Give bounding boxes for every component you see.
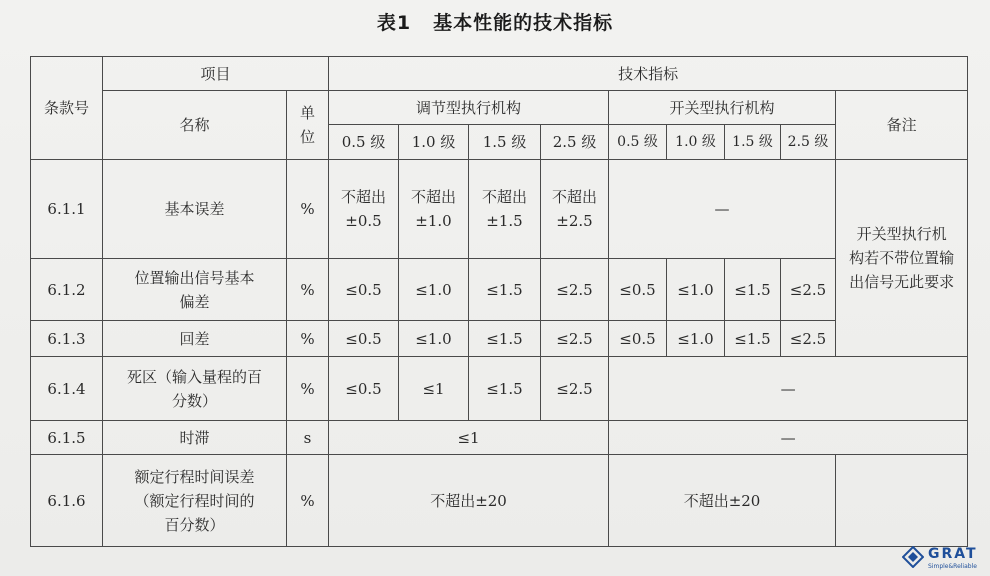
header-unit: 单 位 <box>287 91 329 160</box>
value-cell: ≤1 <box>399 357 469 421</box>
value-cell: ≤1.5 <box>469 321 541 357</box>
logo-brand: GRAT <box>928 546 978 562</box>
name-cell: 基本误差 <box>103 160 287 259</box>
value-cell: ≤2.5 <box>541 259 609 321</box>
table-row <box>31 421 968 455</box>
name-cell: 回差 <box>103 321 287 357</box>
header-tech: 技术指标 <box>329 57 968 91</box>
value-cell: ≤0.5 <box>329 357 399 421</box>
unit-cell: % <box>287 160 329 259</box>
table-row <box>31 321 968 357</box>
table-row <box>31 160 968 259</box>
grade-reg-3: 2.5 级 <box>541 125 609 160</box>
header-row-1 <box>31 57 968 91</box>
brand-logo <box>902 544 988 574</box>
value-cell-merged: ≤1 <box>329 421 609 455</box>
value-cell: 不超出 ±1.0 <box>399 160 469 259</box>
value-cell: ≤2.5 <box>541 321 609 357</box>
value-cell-merged: 不超出±20 <box>329 455 609 547</box>
header-name: 名称 <box>103 91 287 160</box>
grade-sw-2: 1.5 级 <box>725 125 781 160</box>
value-cell: ≤1.5 <box>725 259 781 321</box>
value-cell: ≤1.0 <box>667 321 725 357</box>
value-cell: ≤0.5 <box>329 321 399 357</box>
table-row <box>31 357 968 421</box>
value-cell: ≤0.5 <box>609 321 667 357</box>
grade-sw-1: 1.0 级 <box>667 125 725 160</box>
value-cell: ≤2.5 <box>781 259 836 321</box>
value-cell-merged: — <box>609 421 968 455</box>
unit-cell: s <box>287 421 329 455</box>
remark-cell-empty <box>836 455 968 547</box>
table-row <box>31 259 968 321</box>
value-cell: ≤0.5 <box>329 259 399 321</box>
table-title <box>0 8 990 35</box>
value-cell-merged: — <box>609 160 836 259</box>
table-number: 表1 <box>376 12 412 34</box>
header-row-2 <box>31 91 968 125</box>
clause-cell: 6.1.4 <box>31 357 103 421</box>
value-cell: ≤1.0 <box>667 259 725 321</box>
clause-cell: 6.1.3 <box>31 321 103 357</box>
unit-cell: % <box>287 259 329 321</box>
value-cell: ≤1.5 <box>469 357 541 421</box>
grade-sw-0: 0.5 级 <box>609 125 667 160</box>
value-cell: 不超出 ±1.5 <box>469 160 541 259</box>
value-cell-merged: 不超出±20 <box>609 455 836 547</box>
table-caption: 基本性能的技术指标 <box>433 12 614 34</box>
value-cell: 不超出 ±0.5 <box>329 160 399 259</box>
value-cell: 不超出 ±2.5 <box>541 160 609 259</box>
grade-reg-0: 0.5 级 <box>329 125 399 160</box>
value-cell: ≤1.0 <box>399 321 469 357</box>
name-cell: 位置输出信号基本 偏差 <box>103 259 287 321</box>
name-cell: 额定行程时间误差 （额定行程时间的 百分数） <box>103 455 287 547</box>
header-item: 项目 <box>103 57 329 91</box>
clause-cell: 6.1.5 <box>31 421 103 455</box>
grade-sw-3: 2.5 级 <box>781 125 836 160</box>
header-switching: 开关型执行机构 <box>609 91 836 125</box>
logo-icon <box>902 546 924 568</box>
value-cell: ≤0.5 <box>609 259 667 321</box>
grade-reg-1: 1.0 级 <box>399 125 469 160</box>
grade-reg-2: 1.5 级 <box>469 125 541 160</box>
value-cell: ≤2.5 <box>781 321 836 357</box>
header-remark: 备注 <box>836 91 968 160</box>
header-regulating: 调节型执行机构 <box>329 91 609 125</box>
performance-spec-table <box>30 56 968 547</box>
table-row <box>31 455 968 547</box>
remark-cell: 开关型执行机 构若不带位置输 出信号无此要求 <box>836 160 968 357</box>
value-cell: ≤2.5 <box>541 357 609 421</box>
unit-cell: % <box>287 455 329 547</box>
clause-cell: 6.1.6 <box>31 455 103 547</box>
unit-cell: % <box>287 357 329 421</box>
value-cell-merged: — <box>609 357 968 421</box>
header-clause: 条款号 <box>31 57 103 160</box>
name-cell: 死区（输入量程的百 分数） <box>103 357 287 421</box>
value-cell: ≤1.0 <box>399 259 469 321</box>
value-cell: ≤1.5 <box>469 259 541 321</box>
name-cell: 时滞 <box>103 421 287 455</box>
clause-cell: 6.1.1 <box>31 160 103 259</box>
value-cell: ≤1.5 <box>725 321 781 357</box>
logo-tagline: Simple&Reliable <box>928 563 977 570</box>
clause-cell: 6.1.2 <box>31 259 103 321</box>
unit-cell: % <box>287 321 329 357</box>
